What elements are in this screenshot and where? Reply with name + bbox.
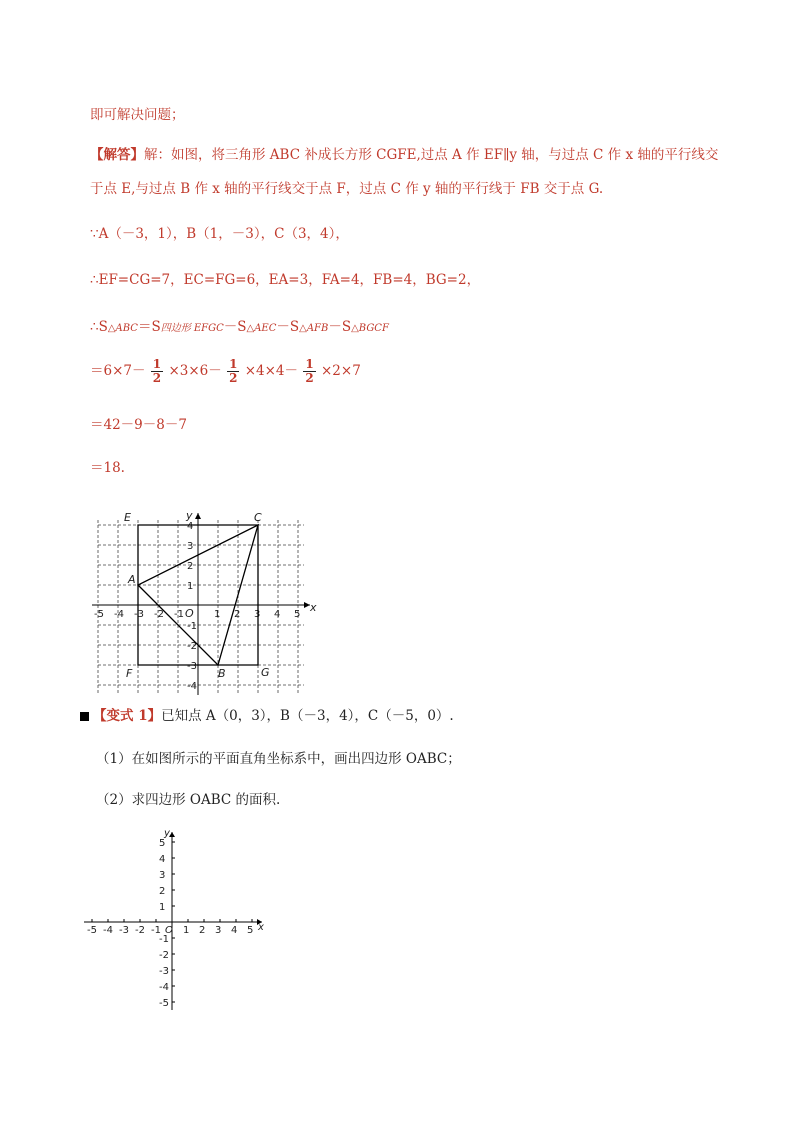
y-tick-label: 2 — [187, 561, 194, 572]
origin-label: O — [185, 607, 194, 620]
question-1 — [96, 750, 461, 768]
variant-line — [80, 707, 454, 725]
eq2-b: ×3×6－ — [168, 363, 222, 379]
x-axis-label: x — [258, 922, 264, 933]
y-tick-label: 3 — [187, 541, 194, 552]
y-axis-label: y — [164, 828, 170, 839]
point-label-g: G — [261, 666, 270, 679]
eq1-sub3: △AEC — [246, 323, 277, 334]
x-tick-label: -3 — [119, 925, 129, 936]
origin-label: O — [165, 925, 173, 936]
eq1-sub1: △ABC — [107, 323, 138, 334]
figure-empty-axes — [88, 825, 278, 1015]
y-tick-label: -2 — [187, 641, 197, 652]
eq2-a: ＝6×7－ — [90, 363, 146, 379]
answer-label: 【解答】 — [90, 147, 144, 163]
x-tick-label: 2 — [234, 609, 241, 620]
because-line — [90, 225, 349, 243]
x-tick-label: 3 — [215, 925, 222, 936]
x-tick-label: -1 — [151, 925, 161, 936]
answer-line-2 — [90, 180, 603, 198]
x-tick-label: -4 — [114, 609, 124, 620]
y-tick-label: 1 — [187, 581, 194, 592]
point-label-b: B — [218, 667, 226, 680]
equation-2 — [90, 358, 361, 385]
y-tick-label: 1 — [159, 902, 166, 913]
variant-label: 【变式 1】 — [93, 708, 162, 724]
x-tick-label: -3 — [134, 609, 144, 620]
eq1-r1: －S — [223, 319, 247, 335]
eq3-text: ＝42－9－8－7 — [90, 417, 187, 433]
y-tick-label: 4 — [159, 854, 166, 865]
fraction-half-3: $\frac{1}{2}$ — [305, 357, 314, 385]
y-tick-label: 3 — [159, 870, 166, 881]
y-tick-label: -1 — [159, 934, 169, 945]
y-tick-label: -5 — [159, 998, 169, 1009]
eq1-prefix: ∴S — [90, 319, 108, 335]
x-tick-label: 1 — [214, 609, 221, 620]
question-1-text: （1）在如图所示的平面直角坐标系中，画出四边形 OABC； — [96, 751, 461, 767]
x-tick-label: -2 — [154, 609, 164, 620]
equation-4 — [90, 459, 125, 477]
equation-1 — [90, 318, 389, 338]
x-axis-label: x — [310, 601, 317, 614]
y-axis-label: y — [186, 509, 193, 522]
eq1-sub5: △BGCF — [351, 323, 389, 334]
eq4-text: ＝18. — [90, 460, 125, 476]
x-tick-label: 5 — [247, 925, 254, 936]
y-tick-label: -4 — [187, 681, 197, 692]
question-2-text: （2）求四边形 OABC 的面积. — [96, 792, 281, 808]
answer-text-2: 于点 E,与过点 B 作 x 轴的平行线交于点 F，过点 C 作 y 轴的平行线于 FB 交于点 G. — [90, 181, 604, 197]
x-tick-label: -2 — [135, 925, 145, 936]
y-tick-label: -4 — [159, 982, 169, 993]
y-tick-label: -3 — [187, 661, 197, 672]
eq1-sub4: △AFB — [299, 323, 329, 334]
eq1-mid: ＝S — [137, 319, 161, 335]
x-tick-label: 1 — [183, 925, 190, 936]
point-label-e: E — [124, 511, 131, 524]
y-axis-arrow-icon — [195, 513, 201, 519]
point-label-a: A — [128, 573, 136, 586]
y-tick-label: -1 — [187, 621, 197, 632]
y-tick-label: -2 — [159, 950, 169, 961]
x-tick-label: -5 — [94, 609, 104, 620]
x-tick-label: -5 — [87, 925, 97, 936]
eq1-r2: －S — [276, 319, 300, 335]
point-label-f: F — [126, 667, 133, 680]
x-tick-label: 2 — [199, 925, 206, 936]
x-tick-label: 3 — [254, 609, 261, 620]
figure-rectangle-triangle — [88, 497, 318, 692]
eq1-r3: －S — [328, 319, 352, 335]
y-tick-label: 4 — [187, 521, 194, 532]
eq1-sub2: 四边形 EFGC — [160, 323, 224, 334]
x-tick-label: 4 — [231, 925, 238, 936]
answer-text-1: 解：如图，将三角形 ABC 补成长方形 CGFE,过点 A 作 EF∥y 轴，与过点 C 作 x 轴的平行线交 — [144, 147, 719, 163]
intro-line — [90, 106, 185, 124]
x-tick-label: -4 — [103, 925, 113, 936]
eq2-d: ×2×7 — [320, 363, 361, 379]
square-bullet-icon — [80, 712, 89, 721]
y-tick-label: 2 — [159, 886, 166, 897]
therefore-line — [90, 271, 480, 289]
therefore-text: ∴EF=CG=7，EC=FG=6，EA=3，FA=4，FB=4，BG=2， — [90, 272, 481, 288]
x-tick-label: -1 — [174, 609, 184, 620]
fraction-half-2: $\frac{1}{2}$ — [229, 357, 238, 385]
y-tick-label: 5 — [159, 838, 166, 849]
because-text: ∵A（－3，1），B（1，－3），C（3，4）， — [90, 226, 349, 242]
eq2-c: ×4×4－ — [244, 363, 299, 379]
y-tick-label: -3 — [159, 966, 169, 977]
variant-text: 已知点 A（0，3），B（－3，4），C（－5，0）. — [161, 708, 454, 724]
x-tick-label: 4 — [274, 609, 281, 620]
question-2 — [96, 791, 280, 809]
equation-3 — [90, 416, 187, 434]
answer-line-1 — [90, 146, 718, 164]
x-tick-label: 5 — [294, 609, 301, 620]
fraction-half-1: $\frac{1}{2}$ — [152, 357, 162, 385]
intro-text: 即可解决问题； — [90, 107, 185, 123]
point-label-c: C — [254, 511, 262, 524]
